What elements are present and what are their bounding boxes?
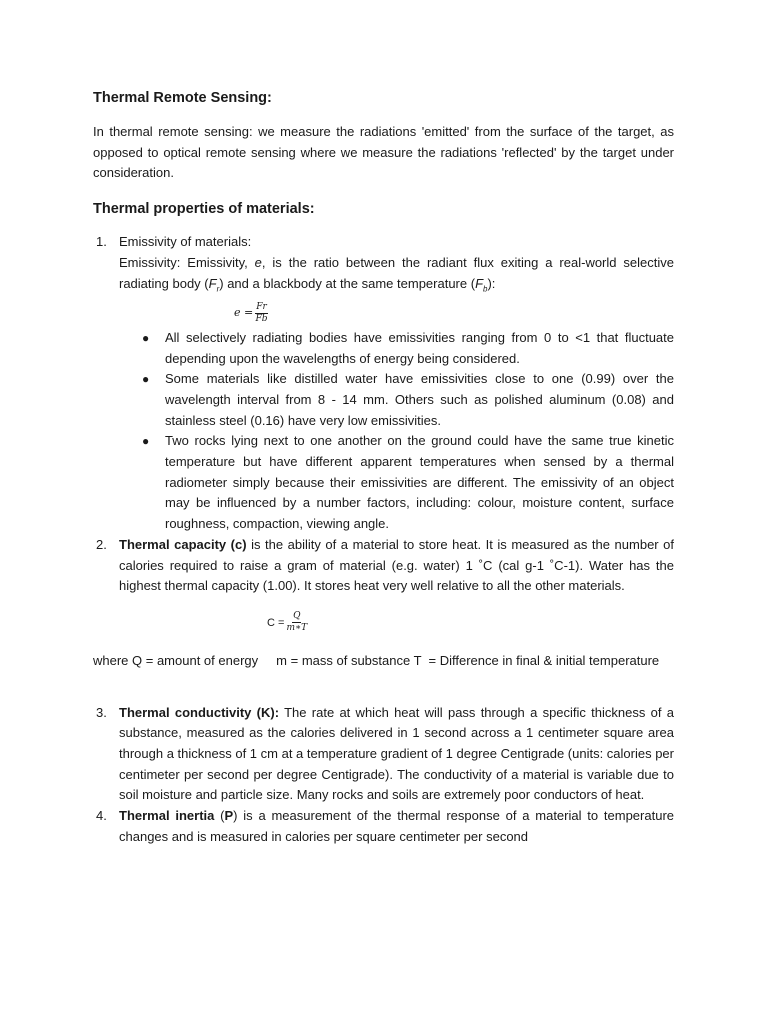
- term-thermal-capacity: Thermal capacity (c): [119, 536, 247, 552]
- properties-list: [93, 232, 674, 597]
- list-number: 4.: [96, 808, 107, 824]
- list-number: 1.: [96, 234, 107, 250]
- emissivity-bullets: [119, 328, 674, 535]
- list-item-thermal-capacity: 2. Thermal capacity (c) is the ability of a material to store heat. It is measured as the number of calories required to raise a gram of material (e.g. water) 1 ˚C (cal g-1 ˚C-1). Water has the highest thermal capacity (1.00). It stores heat very well relative to all the other materials.: [96, 536, 675, 594]
- emissivity-formula: e = $\frac{Fr}{Fb}$: [234, 302, 268, 325]
- bullet-item: ● All selectively radiating bodies have emissivities ranging from 0 to <1 that fluctuate depending upon the wavelengths of energy being considered.: [142, 329, 674, 366]
- capacity-formula: C = $\frac{Q}{m∗T}$: [267, 611, 308, 634]
- intro-paragraph: In thermal remote sensing: we measure the radiations 'emitted' from the surface of the target, as opposed to optical remote sensing where we measure the radiations 'reflected' by the target under consideration.: [93, 124, 674, 181]
- list-number: 3.: [96, 704, 107, 720]
- document-page: [93, 88, 674, 848]
- item-heading: Emissivity of materials:: [119, 234, 252, 250]
- properties-list-continued: [93, 703, 674, 848]
- bullet-icon: ●: [142, 434, 150, 449]
- term-thermal-conductivity: Thermal conductivity (K):: [119, 704, 280, 720]
- formula-legend: where Q = amount of energy m = mass of substance T = Difference in final & initial temperature: [93, 652, 660, 668]
- bullet-item: ● Some materials like distilled water have emissivities close to one (0.99) over the wavelength interval from 8 - 14 mm. Others such as polished aluminum (0.08) and stainless steel (0.16) have very low emissivities.: [142, 371, 674, 428]
- bullet-item: ● Two rocks lying next to one another on the ground could have the same true kinetic temperature but have different apparent temperatures when sensed by a thermal radiometer simply because their emissivities are different. The emissivity of an object may be influenced by a number factors, including: colour, moisture content, surface roughness, compaction, viewing angle.: [142, 433, 674, 532]
- list-item-thermal-inertia: 4. Thermal inertia (P) is a measurement of the thermal response of a material to temperature changes and is measured in calories per square centimeter per second: [96, 808, 674, 844]
- section-title: Thermal properties of materials:: [93, 201, 315, 218]
- list-number: 2.: [96, 536, 107, 552]
- document-title: Thermal Remote Sensing:: [93, 90, 272, 106]
- term-thermal-inertia: Thermal inertia: [119, 808, 215, 824]
- list-item-thermal-conductivity: 3. Thermal conductivity (K): The rate at which heat will pass through a specific thickness of a substance, measured as the calories delivered in 1 second across a 1 centimeter square area through a thickness of 1 cm at a temperature gradient of 1 degree Centigrade (units: calories per centimeter per second per degree Centigrade). The conductivity of a material is variable due to soil moisture and particle size. Many rocks and soils are extremely poor conductors of heat.: [96, 704, 674, 803]
- bullet-icon: ●: [142, 330, 150, 345]
- list-item-emissivity: [93, 232, 674, 535]
- bullet-icon: ●: [142, 372, 150, 387]
- emissivity-description: Emissivity: Emissivity, e, is the ratio between the radiant flux exiting a real-world selective radiating body $(F_r)$ and a blackbody at the same temperature $(F_b)$:: [119, 254, 674, 294]
